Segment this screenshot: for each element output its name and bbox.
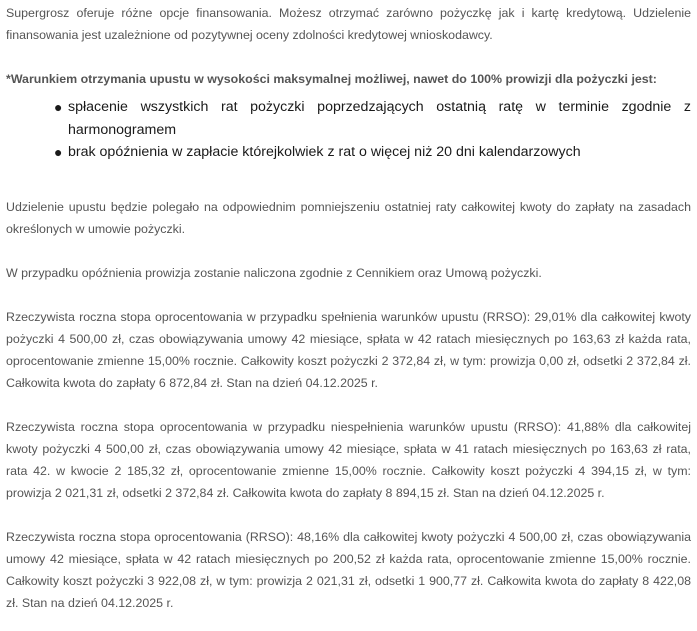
late-payment-paragraph: W przypadku opóźnienia prowizja zostanie naliczona zgodnie z Cennikiem oraz Umową pożyczki.	[6, 265, 542, 280]
rrso-conditions-not-met-paragraph: Rzeczywista roczna stopa oprocentowania w przypadku niespełnienia warunków upustu (RRSO): 41,88% dla całkowitej kwoty pożyczki 4 500,00 zł, czas obowiązywania umowy 42 miesiące, spłata w 41 ratach miesięcznych po 163,63 zł rata, rata 42. w kwocie 2 185,32 zł, oprocentowanie zmienne 15,00% rocznie. Całkowity koszt pożyczki 4 394,15 zł, w tym: prowizja 2 021,31 zł, odsetki 2 372,84 zł. Całkowita kwota do zapłaty 8 894,15 zł. Stan na dzień 04.12.2025 r.	[6, 419, 691, 500]
condition-text: spłacenie wszystkich rat pożyczki poprzedzających ostatnią ratę w terminie zgodnie z harmonogramem	[68, 99, 691, 138]
discount-conditions-list	[6, 96, 691, 164]
condition-text: brak opóźnienia w zapłacie którejkolwiek z rat o więcej niż 20 dni kalendarzowych	[68, 144, 581, 160]
intro-paragraph: Supergrosz oferuje różne opcje finansowania. Możesz otrzymać zarówno pożyczkę jak i kartę kredytową. Udzielenie finansowania jest uzależnione od pozytywnej oceny zdolności kredytowej wnioskodawcy.	[6, 6, 691, 42]
discount-condition-heading: *Warunkiem otrzymania upustu w wysokości maksymalnej możliwej, nawet do 100% prowizji dla pożyczki jest:	[6, 72, 657, 86]
bullet-icon: ●	[54, 144, 63, 160]
financing-disclaimer	[6, 0, 691, 614]
list-item	[54, 96, 691, 141]
discount-info-paragraph: Udzielenie upustu będzie polegało na odpowiednim pomniejszeniu ostatniej raty całkowitej kwoty do zapłaty na zasadach określonych w umowie pożyczki.	[6, 199, 691, 236]
rrso-standard-paragraph: Rzeczywista roczna stopa oprocentowania (RRSO): 48,16% dla całkowitej kwoty pożyczki 4 500,00 zł, czas obowiązywania umowy 42 miesiące, spłata w 42 ratach miesięcznych po 200,52 zł każda rata, oprocentowanie zmienne 15,00% rocznie. Całkowity koszt pożyczki 3 922,08 zł, w tym: prowizja 2 021,31 zł, odsetki 1 900,77 zł. Całkowita kwota do zapłaty 8 422,08 zł. Stan na dzień 04.12.2025 r.	[6, 529, 691, 610]
list-item	[54, 141, 691, 164]
rrso-conditions-met-paragraph: Rzeczywista roczna stopa oprocentowania w przypadku spełnienia warunków upustu (RRSO): 29,01% dla całkowitej kwoty pożyczki 4 500,00 zł, czas obowiązywania umowy 42 miesiące, spłata w 42 ratach miesięcznych po 163,63 zł każda rata, oprocentowanie zmienne 15,00% rocznie. Całkowity koszt pożyczki 2 372,84 zł, w tym: prowizja 0,00 zł, odsetki 2 372,84 zł. Całkowita kwota do zapłaty 6 872,84 zł. Stan na dzień 04.12.2025 r.	[6, 309, 691, 390]
bullet-icon: ●	[54, 99, 63, 115]
